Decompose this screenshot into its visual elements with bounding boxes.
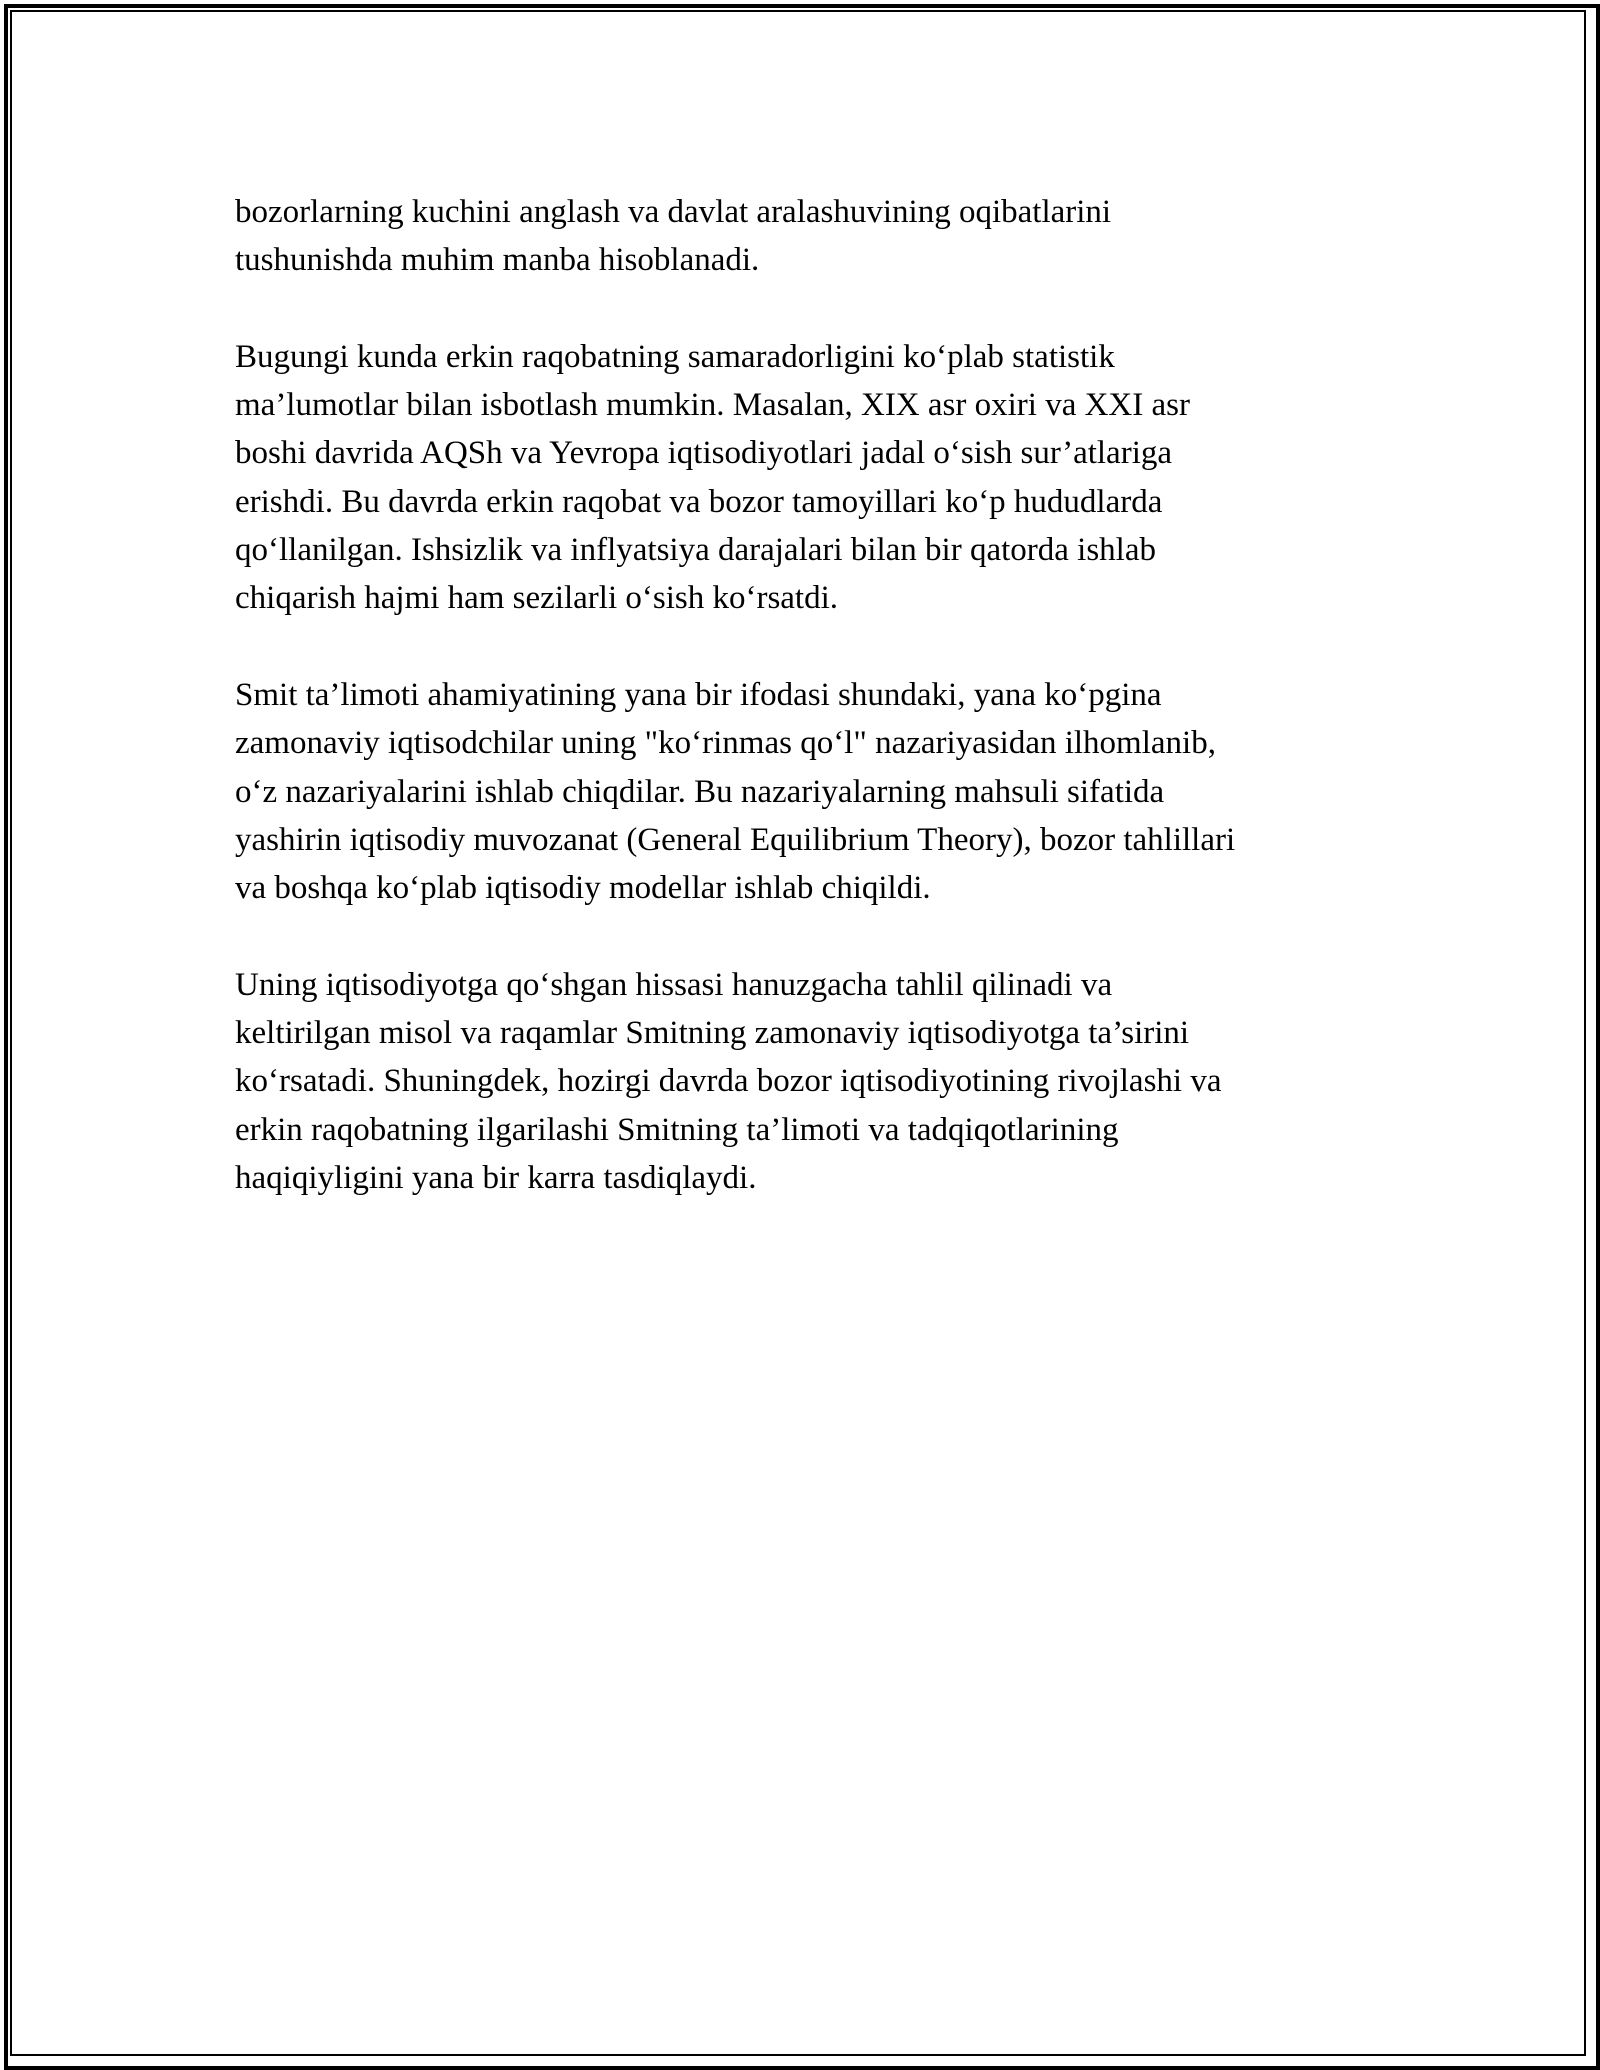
text-line: keltirilgan misol va raqamlar Smitning zamonaviy iqtisodiyotga ta’sirini xyxy=(235,1015,1190,1052)
text-line: boshi davrida AQSh va Yevropa iqtisodiyotlari jadal o‘sish sur’atlariga xyxy=(235,435,1173,472)
paragraph-4 xyxy=(235,961,1365,1202)
text-line: Bugungi kunda erkin raqobatning samaradorligini ko‘plab statistik xyxy=(235,338,1115,375)
paragraph-3 xyxy=(235,671,1365,912)
text-line: o‘z nazariyalarini ishlab chiqdilar. Bu nazariyalarning mahsuli sifatida xyxy=(235,773,1165,810)
text-line: va boshqa ko‘plab iqtisodiy modellar ishlab chiqildi. xyxy=(235,870,931,907)
text-line: ma’lumotlar bilan isbotlash mumkin. Masalan, XIX asr oxiri va XXI asr xyxy=(235,387,1190,424)
paragraph-1 xyxy=(235,188,1365,285)
text-line: haqiqiyligini yana bir karra tasdiqlaydi. xyxy=(235,1159,757,1196)
text-line: Uning iqtisodiyotga qo‘shgan hissasi hanuzgacha tahlil qilinadi va xyxy=(235,966,1113,1003)
text-line: erishdi. Bu davrda erkin raqobat va bozor tamoyillari ko‘p hududlarda xyxy=(235,483,1163,520)
text-line: qo‘llanilgan. Ishsizlik va inflyatsiya darajalari bilan bir qatorda ishlab xyxy=(235,532,1156,569)
text-line: Smit ta’limoti ahamiyatining yana bir ifodasi shundaki, yana ko‘pgina xyxy=(235,676,1162,713)
text-line: chiqarish hajmi ham sezilarli o‘sish ko‘rsatdi. xyxy=(235,580,839,617)
text-line: erkin raqobatning ilgarilashi Smitning ta’limoti va tadqiqotlarining xyxy=(235,1111,1119,1148)
text-line: zamonaviy iqtisodchilar uning "ko‘rinmas qo‘l" nazariyasidan ilhomlanib, xyxy=(235,725,1216,762)
text-line: tushunishda muhim manba hisoblanadi. xyxy=(235,242,760,279)
text-line: ko‘rsatadi. Shuningdek, hozirgi davrda bozor iqtisodiyotining rivojlashi va xyxy=(235,1063,1222,1100)
document-body xyxy=(235,188,1365,1251)
text-line: yashirin iqtisodiy muvozanat (General Equilibrium Theory), bozor tahlillari xyxy=(235,821,1236,858)
text-line: bozorlarning kuchini anglash va davlat aralashuvining oqibatlarini xyxy=(235,194,1112,230)
paragraph-2 xyxy=(235,333,1365,623)
